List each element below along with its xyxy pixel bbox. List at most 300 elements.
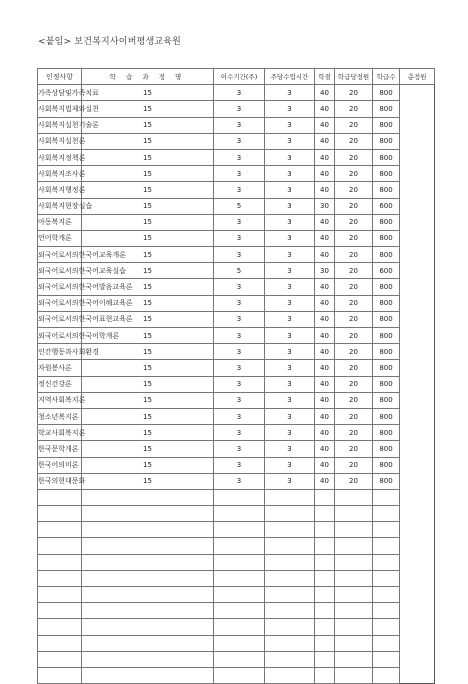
period-cell: 15 — [82, 117, 214, 133]
course-name-cell: 사회복지정책론 — [38, 149, 82, 165]
empty-row — [38, 587, 435, 603]
classes-cell: 20 — [335, 392, 373, 408]
empty-cell — [335, 603, 373, 619]
period-cell: 15 — [82, 85, 214, 101]
class-capacity-cell: 40 — [315, 133, 335, 149]
classes-cell: 20 — [335, 344, 373, 360]
empty-cell — [38, 522, 82, 538]
period-cell: 15 — [82, 247, 214, 263]
total-cell: 800 — [373, 117, 400, 133]
weekly-hours-cell: 3 — [214, 230, 265, 246]
weekly-hours-cell: 3 — [214, 344, 265, 360]
class-capacity-cell: 30 — [315, 198, 335, 214]
class-capacity-cell: 40 — [315, 149, 335, 165]
course-name-cell: 사회복지조사론 — [38, 166, 82, 182]
weekly-hours-cell: 3 — [214, 85, 265, 101]
table-row — [38, 457, 435, 473]
attachment-title: <붙임> 보건복지사이버평생교육원 — [38, 37, 182, 47]
credits-cell: 3 — [265, 149, 315, 165]
class-capacity-cell: 40 — [315, 392, 335, 408]
weekly-hours-cell: 3 — [214, 279, 265, 295]
total-cell: 600 — [373, 263, 400, 279]
empty-cell — [315, 587, 335, 603]
empty-cell — [214, 554, 265, 570]
credits-cell: 3 — [265, 457, 315, 473]
credits-cell: 3 — [265, 311, 315, 327]
table-row — [38, 214, 435, 230]
empty-row — [38, 522, 435, 538]
header-class-capacity: 학급당정원 — [335, 69, 373, 85]
period-cell: 15 — [82, 198, 214, 214]
empty-cell — [214, 506, 265, 522]
credits-cell: 3 — [265, 263, 315, 279]
classes-cell: 20 — [335, 166, 373, 182]
empty-cell — [373, 603, 400, 619]
table-row — [38, 247, 435, 263]
empty-cell — [335, 651, 373, 667]
empty-cell — [335, 554, 373, 570]
period-cell: 15 — [82, 182, 214, 198]
total-cell: 800 — [373, 149, 400, 165]
empty-cell — [82, 619, 214, 635]
empty-row — [38, 651, 435, 667]
weekly-hours-cell: 3 — [214, 101, 265, 117]
category-cell — [38, 69, 82, 85]
course-name-cell: 한국의현대문화 — [38, 473, 82, 489]
course-name-cell: 한국문학개론 — [38, 441, 82, 457]
empty-cell — [82, 635, 214, 651]
table-row — [38, 328, 435, 344]
empty-cell — [315, 635, 335, 651]
empty-row — [38, 603, 435, 619]
course-table-body — [38, 85, 435, 684]
period-cell: 15 — [82, 230, 214, 246]
empty-cell — [38, 538, 82, 554]
total-cell: 800 — [373, 328, 400, 344]
empty-cell — [214, 635, 265, 651]
empty-cell — [82, 506, 214, 522]
course-name-cell: 외국어로서의한국어표현교육론 — [38, 311, 82, 327]
course-name-cell: 사회복지실천기술론 — [38, 117, 82, 133]
total-cell: 800 — [373, 214, 400, 230]
period-cell: 15 — [82, 360, 214, 376]
total-cell: 800 — [373, 101, 400, 117]
classes-cell: 20 — [335, 425, 373, 441]
empty-cell — [265, 587, 315, 603]
credits-cell: 3 — [265, 473, 315, 489]
course-name-cell: 외국어로서의한국어교육개론 — [38, 247, 82, 263]
empty-cell — [265, 522, 315, 538]
empty-row — [38, 570, 435, 586]
empty-cell — [265, 554, 315, 570]
empty-cell — [335, 570, 373, 586]
empty-cell — [265, 489, 315, 505]
class-capacity-cell: 30 — [315, 263, 335, 279]
empty-cell — [38, 506, 82, 522]
table-row — [38, 360, 435, 376]
total-cell: 800 — [373, 295, 400, 311]
total-cell: 800 — [373, 473, 400, 489]
credits-cell: 3 — [265, 198, 315, 214]
class-capacity-cell: 40 — [315, 344, 335, 360]
empty-row — [38, 506, 435, 522]
course-name-cell: 지역사회복지론 — [38, 392, 82, 408]
total-cell: 800 — [373, 408, 400, 424]
classes-cell: 20 — [335, 328, 373, 344]
table-row — [38, 344, 435, 360]
table-row — [38, 425, 435, 441]
empty-cell — [315, 603, 335, 619]
course-name-cell: 사회복지법제와실천 — [38, 101, 82, 117]
class-capacity-cell: 40 — [315, 441, 335, 457]
course-name-cell: 언어학개론 — [38, 230, 82, 246]
classes-cell: 20 — [335, 230, 373, 246]
table-row — [38, 117, 435, 133]
empty-cell — [373, 538, 400, 554]
table-row — [38, 166, 435, 182]
empty-cell — [373, 667, 400, 683]
empty-cell — [214, 489, 265, 505]
empty-cell — [315, 522, 335, 538]
period-cell: 15 — [82, 473, 214, 489]
classes-cell: 20 — [335, 214, 373, 230]
classes-cell: 20 — [335, 149, 373, 165]
credits-cell: 3 — [265, 392, 315, 408]
empty-cell — [335, 587, 373, 603]
empty-cell — [373, 506, 400, 522]
empty-cell — [335, 667, 373, 683]
empty-cell — [315, 489, 335, 505]
course-name-cell: 정신건강론 — [38, 376, 82, 392]
table-header-row — [38, 69, 435, 85]
period-cell: 15 — [82, 408, 214, 424]
empty-cell — [38, 554, 82, 570]
classes-cell: 20 — [335, 182, 373, 198]
class-capacity-cell: 40 — [315, 408, 335, 424]
class-capacity-cell: 40 — [315, 230, 335, 246]
empty-cell — [265, 651, 315, 667]
empty-cell — [373, 570, 400, 586]
course-name-cell: 청소년복지론 — [38, 408, 82, 424]
total-cell: 800 — [373, 392, 400, 408]
weekly-hours-cell: 3 — [214, 182, 265, 198]
classes-cell: 20 — [335, 101, 373, 117]
classes-cell: 20 — [335, 263, 373, 279]
table-row — [38, 408, 435, 424]
class-capacity-cell: 40 — [315, 328, 335, 344]
empty-cell — [335, 506, 373, 522]
course-name-cell: 인간행동과사회환경 — [38, 344, 82, 360]
empty-cell — [373, 522, 400, 538]
course-name-cell: 사회복지행정론 — [38, 182, 82, 198]
weekly-hours-cell: 3 — [214, 247, 265, 263]
empty-cell — [315, 570, 335, 586]
course-name-cell: 외국어로서의한국어발음교육론 — [38, 279, 82, 295]
period-cell: 15 — [82, 392, 214, 408]
empty-cell — [82, 489, 214, 505]
weekly-hours-cell: 3 — [214, 166, 265, 182]
weekly-hours-cell: 3 — [214, 117, 265, 133]
period-cell: 15 — [82, 166, 214, 182]
classes-cell: 20 — [335, 457, 373, 473]
class-capacity-cell: 40 — [315, 182, 335, 198]
total-cell: 800 — [373, 376, 400, 392]
table-row — [38, 230, 435, 246]
header-weekly-hours: 주당수업시간 — [265, 69, 315, 85]
empty-cell — [38, 587, 82, 603]
course-name-cell: 사회복지현장실습 — [38, 198, 82, 214]
empty-cell — [315, 667, 335, 683]
total-cell: 800 — [373, 441, 400, 457]
credits-cell: 3 — [265, 279, 315, 295]
period-cell: 15 — [82, 279, 214, 295]
empty-cell — [335, 635, 373, 651]
weekly-hours-cell: 3 — [214, 328, 265, 344]
empty-cell — [315, 538, 335, 554]
table-row — [38, 376, 435, 392]
table-row — [38, 295, 435, 311]
weekly-hours-cell: 3 — [214, 408, 265, 424]
table-row — [38, 182, 435, 198]
classes-cell: 20 — [335, 117, 373, 133]
credits-cell: 3 — [265, 360, 315, 376]
table-row — [38, 133, 435, 149]
total-cell: 800 — [373, 344, 400, 360]
empty-cell — [265, 506, 315, 522]
credits-cell: 3 — [265, 117, 315, 133]
course-name-cell: 학교사회복지론 — [38, 425, 82, 441]
class-capacity-cell: 40 — [315, 214, 335, 230]
credits-cell: 3 — [265, 376, 315, 392]
period-cell: 15 — [82, 149, 214, 165]
total-cell: 800 — [373, 360, 400, 376]
class-capacity-cell: 40 — [315, 457, 335, 473]
period-cell: 15 — [82, 133, 214, 149]
course-name-cell: 아동복지론 — [38, 214, 82, 230]
class-capacity-cell: 40 — [315, 425, 335, 441]
weekly-hours-cell: 3 — [214, 295, 265, 311]
empty-row — [38, 619, 435, 635]
course-name-cell: 한국어의미론 — [38, 457, 82, 473]
empty-cell — [82, 554, 214, 570]
header-total: 총정원 — [400, 69, 435, 85]
empty-cell — [214, 522, 265, 538]
class-capacity-cell: 40 — [315, 117, 335, 133]
empty-cell — [265, 635, 315, 651]
empty-cell — [315, 554, 335, 570]
total-cell: 800 — [373, 133, 400, 149]
period-cell: 15 — [82, 311, 214, 327]
empty-cell — [38, 635, 82, 651]
period-cell: 15 — [82, 101, 214, 117]
class-capacity-cell: 40 — [315, 247, 335, 263]
period-cell: 15 — [82, 295, 214, 311]
empty-cell — [265, 603, 315, 619]
empty-cell — [214, 651, 265, 667]
empty-cell — [315, 651, 335, 667]
period-cell: 15 — [82, 425, 214, 441]
empty-cell — [335, 489, 373, 505]
empty-cell — [82, 667, 214, 683]
empty-cell — [373, 587, 400, 603]
classes-cell: 20 — [335, 85, 373, 101]
class-capacity-cell: 40 — [315, 376, 335, 392]
weekly-hours-cell: 3 — [214, 311, 265, 327]
weekly-hours-cell: 5 — [214, 198, 265, 214]
empty-cell — [214, 538, 265, 554]
class-capacity-cell: 40 — [315, 360, 335, 376]
empty-cell — [38, 489, 82, 505]
empty-cell — [82, 570, 214, 586]
credits-cell: 3 — [265, 101, 315, 117]
credits-cell: 3 — [265, 133, 315, 149]
period-cell: 15 — [82, 263, 214, 279]
empty-row — [38, 635, 435, 651]
header-credits: 학점 — [315, 69, 335, 85]
classes-cell: 20 — [335, 295, 373, 311]
empty-cell — [214, 570, 265, 586]
credits-cell: 3 — [265, 247, 315, 263]
weekly-hours-cell: 5 — [214, 263, 265, 279]
class-capacity-cell: 40 — [315, 166, 335, 182]
classes-cell: 20 — [335, 279, 373, 295]
empty-cell — [315, 506, 335, 522]
empty-cell — [373, 651, 400, 667]
empty-cell — [82, 603, 214, 619]
class-capacity-cell: 40 — [315, 473, 335, 489]
table-row — [38, 473, 435, 489]
empty-row — [38, 667, 435, 683]
weekly-hours-cell: 3 — [214, 473, 265, 489]
empty-cell — [214, 667, 265, 683]
classes-cell: 20 — [335, 198, 373, 214]
empty-cell — [315, 619, 335, 635]
classes-cell: 20 — [335, 473, 373, 489]
classes-cell: 20 — [335, 408, 373, 424]
credits-cell: 3 — [265, 166, 315, 182]
class-capacity-cell: 40 — [315, 101, 335, 117]
empty-cell — [214, 587, 265, 603]
table-row — [38, 85, 435, 101]
table-row — [38, 263, 435, 279]
credits-cell: 3 — [265, 441, 315, 457]
empty-cell — [373, 635, 400, 651]
class-capacity-cell: 40 — [315, 295, 335, 311]
empty-cell — [38, 651, 82, 667]
table-row — [38, 279, 435, 295]
credits-cell: 3 — [265, 214, 315, 230]
period-cell: 15 — [82, 457, 214, 473]
empty-cell — [38, 570, 82, 586]
class-capacity-cell: 40 — [315, 311, 335, 327]
classes-cell: 20 — [335, 311, 373, 327]
course-name-cell: 가족상담및가족치료 — [38, 85, 82, 101]
empty-cell — [214, 603, 265, 619]
empty-cell — [82, 522, 214, 538]
weekly-hours-cell: 3 — [214, 376, 265, 392]
total-cell: 800 — [373, 279, 400, 295]
class-capacity-cell: 40 — [315, 85, 335, 101]
empty-cell — [38, 603, 82, 619]
course-name-cell: 자원봉사론 — [38, 360, 82, 376]
period-cell: 15 — [82, 441, 214, 457]
table-row — [38, 101, 435, 117]
empty-cell — [265, 667, 315, 683]
empty-cell — [373, 489, 400, 505]
period-cell: 15 — [82, 214, 214, 230]
table-row — [38, 198, 435, 214]
empty-cell — [265, 619, 315, 635]
table-row — [38, 441, 435, 457]
weekly-hours-cell: 3 — [214, 133, 265, 149]
empty-cell — [335, 619, 373, 635]
period-cell: 15 — [82, 344, 214, 360]
empty-row — [38, 538, 435, 554]
empty-row — [38, 554, 435, 570]
weekly-hours-cell: 3 — [214, 441, 265, 457]
empty-cell — [38, 667, 82, 683]
header-period: 이수기간(주) — [214, 69, 265, 85]
table-row — [38, 149, 435, 165]
table-row — [38, 311, 435, 327]
weekly-hours-cell: 3 — [214, 214, 265, 230]
credits-cell: 3 — [265, 295, 315, 311]
course-name-cell: 외국어로서의한국어이해교육론 — [38, 295, 82, 311]
total-cell: 600 — [373, 198, 400, 214]
classes-cell: 20 — [335, 376, 373, 392]
weekly-hours-cell: 3 — [214, 457, 265, 473]
course-name-cell: 외국어로서의한국어학개론 — [38, 328, 82, 344]
total-cell: 800 — [373, 457, 400, 473]
course-table — [37, 68, 435, 684]
course-name-cell: 외국어로서의한국어교육실습 — [38, 263, 82, 279]
empty-cell — [214, 619, 265, 635]
total-cell: 800 — [373, 182, 400, 198]
total-cell: 800 — [373, 247, 400, 263]
period-cell: 15 — [82, 376, 214, 392]
credits-cell: 3 — [265, 182, 315, 198]
empty-cell — [373, 554, 400, 570]
classes-cell: 20 — [335, 247, 373, 263]
total-cell: 800 — [373, 425, 400, 441]
weekly-hours-cell: 3 — [214, 425, 265, 441]
empty-cell — [82, 538, 214, 554]
empty-cell — [265, 538, 315, 554]
empty-cell — [82, 651, 214, 667]
empty-cell — [335, 522, 373, 538]
empty-cell — [335, 538, 373, 554]
empty-cell — [265, 570, 315, 586]
total-cell: 800 — [373, 85, 400, 101]
empty-cell — [373, 619, 400, 635]
classes-cell: 20 — [335, 360, 373, 376]
total-cell: 800 — [373, 311, 400, 327]
weekly-hours-cell: 3 — [214, 360, 265, 376]
classes-cell: 20 — [335, 133, 373, 149]
empty-cell — [82, 587, 214, 603]
course-name-cell: 사회복지실천론 — [38, 133, 82, 149]
table-row — [38, 392, 435, 408]
period-cell: 15 — [82, 328, 214, 344]
header-course-name: 학 습 과 정 명 — [82, 69, 214, 85]
empty-row — [38, 489, 435, 505]
credits-cell: 3 — [265, 85, 315, 101]
classes-cell: 20 — [335, 441, 373, 457]
total-cell: 800 — [373, 230, 400, 246]
category-label: 인정사항 — [45, 72, 74, 81]
credits-cell: 3 — [265, 408, 315, 424]
weekly-hours-cell: 3 — [214, 149, 265, 165]
